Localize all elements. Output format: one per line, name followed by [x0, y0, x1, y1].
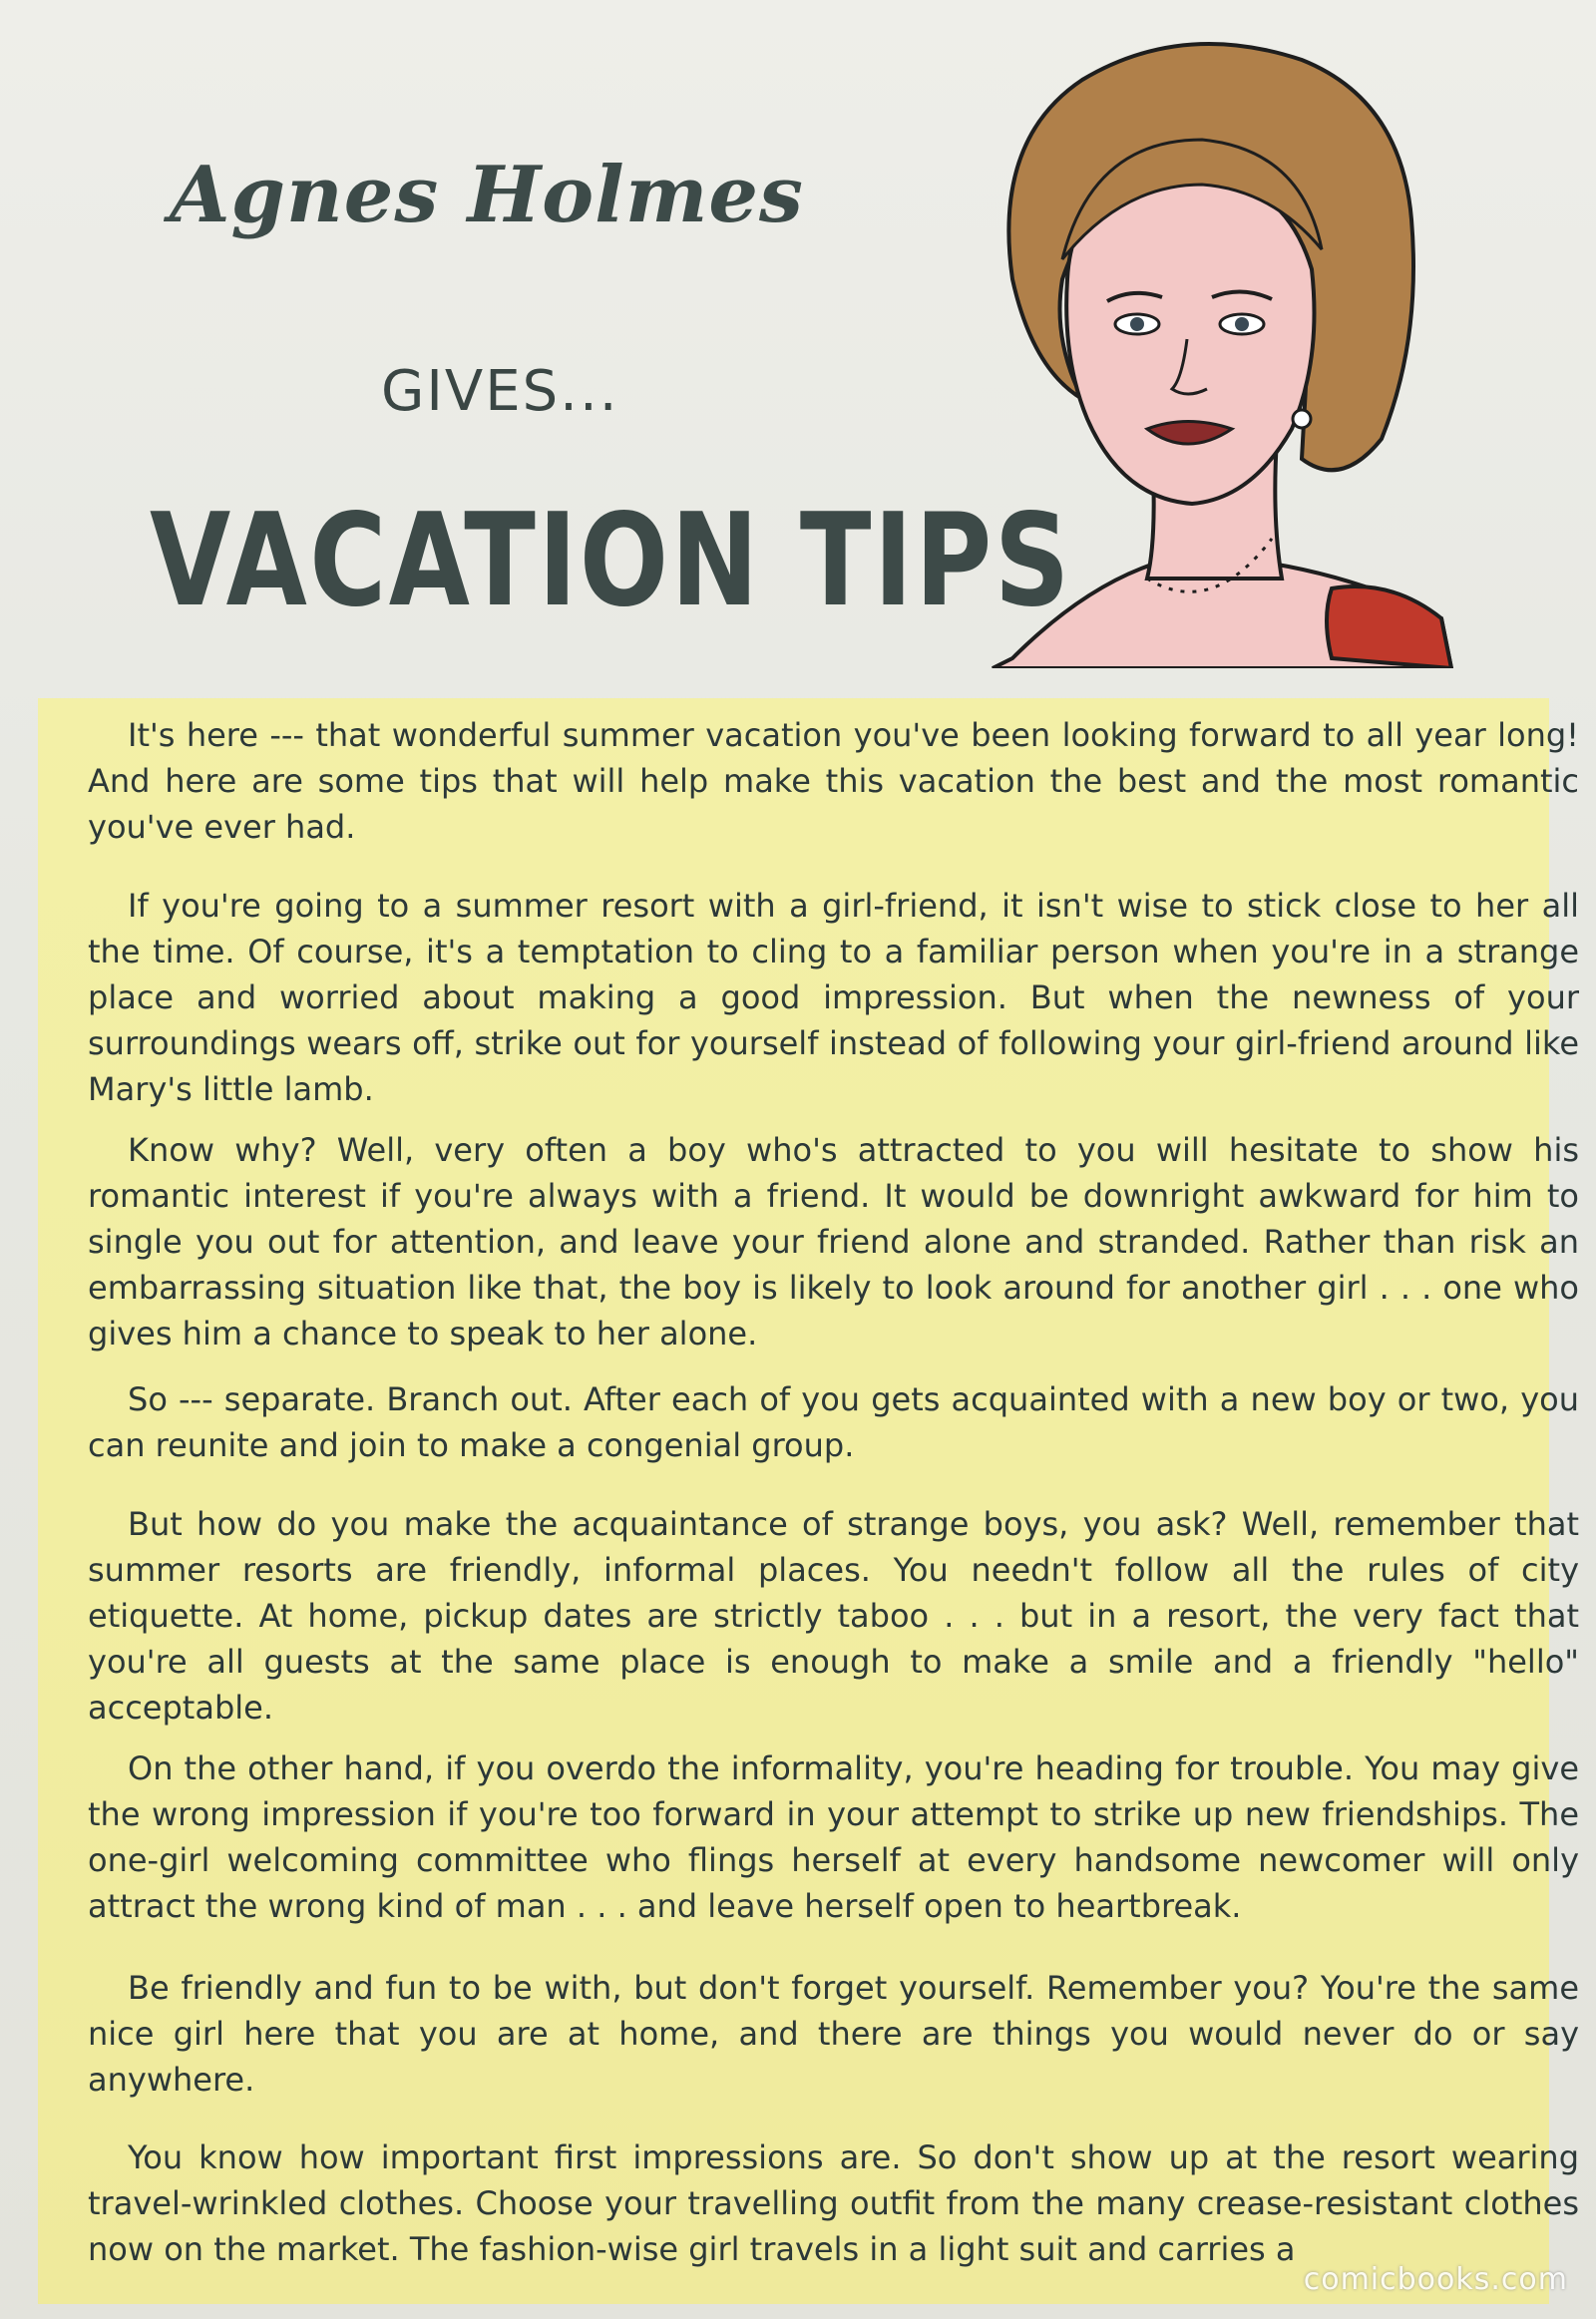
- gives-subtitle: GIVES...: [381, 359, 619, 424]
- article-title: VACATION TIPS: [150, 487, 1072, 635]
- site-watermark: comicbooks.com: [1303, 2262, 1568, 2297]
- paragraph-7: Be friendly and fun to be with, but don't forget yourself. Remember you? You're the same nice girl here that you are at home, and there are things you would never do or say anywhere.: [88, 1969, 1579, 2099]
- paragraph-5: But how do you make the acquaintance of strange boys, you ask? Well, remember that summer resorts are friendly, informal places. You needn't follow all the rules of city etiquette. At home, pickup dates are strictly taboo . . . but in a resort, the very fact that you're all guests at the same place is enough to make a smile and a friendly "hello" acceptable.: [88, 1505, 1579, 1727]
- article-text-box: [38, 698, 1579, 2304]
- author-name: Agnes Holmes: [170, 150, 804, 240]
- paragraph-2: If you're going to a summer resort with a girl-friend, it isn't wise to stick close to her all the time. Of course, it's a temptation to cling to a familiar person when you're in a strange place and worried about making a good impression. But when the newness of your surroundings wears off, strike out for yourself instead of following your girl-friend around like Mary's little lamb.: [88, 887, 1579, 1108]
- paragraph-6: On the other hand, if you overdo the informality, you're heading for trouble. You may give the wrong impression if you're too forward in your attempt to strike up new friendships. The one-girl welcoming committee who flings herself at every handsome newcomer will only attract the wrong kind of man . . . and leave herself open to heartbreak.: [88, 1749, 1579, 1925]
- paragraph-1: It's here --- that wonderful summer vacation you've been looking forward to all year long! And here are some tips that will help make this vacation the best and the most romantic you've ever had.: [88, 716, 1579, 846]
- paragraph-4: So --- separate. Branch out. After each of you gets acquainted with a new boy or two, you can reunite and join to make a congenial group.: [88, 1380, 1579, 1464]
- paragraph-8: You know how important first impressions are. So don't show up at the resort wearing travel-wrinkled clothes. Choose your travelling outfit from the many crease-resistant clothes now on the market. The fashion-wise girl travels in a light suit and carries a: [88, 2138, 1579, 2268]
- paragraph-3: Know why? Well, very often a boy who's attracted to you will hesitate to show his romantic interest if you're always with a friend. It would be downright awkward for him to single you out for attention, and leave your friend alone and stranded. Rather than risk an embarrassing situation like that, the boy is likely to look around for another girl . . . one who gives him a chance to speak to her alone.: [88, 1131, 1579, 1353]
- woman-portrait-illustration: [973, 20, 1461, 668]
